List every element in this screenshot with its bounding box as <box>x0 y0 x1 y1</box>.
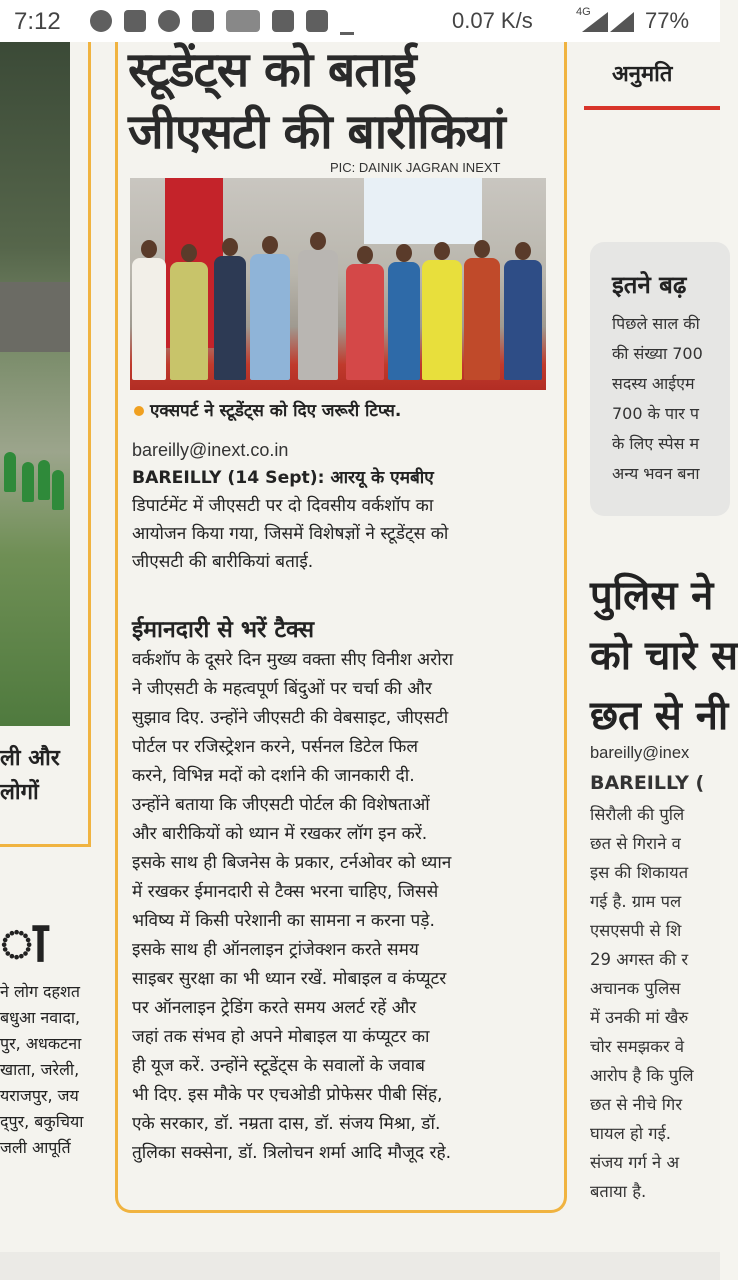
photo-person-head <box>515 242 531 260</box>
download-icon <box>340 10 354 35</box>
photo-person <box>504 260 542 380</box>
article-body-line: सुझाव दिए. उन्होंने जीएसटी की वेबसाइट, जीएसटी <box>132 708 449 728</box>
article-headline: जीएसटी की बारीकियां <box>128 104 505 160</box>
article-intro-line: जीएसटी की बारीकियां बताई. <box>132 552 314 572</box>
article-body-line: एके सरकार, डॉ. नम्रता दास, डॉ. संजय मिश्रा, डॉ. <box>132 1114 441 1134</box>
photo-person-head <box>141 240 157 258</box>
paytm-icon <box>306 10 328 32</box>
left-body-line: ने लोग दहशत <box>0 982 81 1001</box>
photo-person-head <box>396 244 412 262</box>
right-top-fragment: अनुमति <box>612 62 673 87</box>
left-body-line: खाता, जरेली, <box>0 1060 80 1079</box>
photo-person-head <box>222 238 238 256</box>
right-body-line: बताया है. <box>590 1182 647 1201</box>
right-headline: छत से नी <box>590 693 729 739</box>
right-body-line: छत से गिराने व <box>590 834 681 853</box>
photo-caption <box>134 398 401 421</box>
article-body-line: और बारीकियों को ध्यान में रखकर लॉग इन करें. <box>132 824 428 844</box>
photo-person <box>464 258 500 380</box>
article-body-line: तुलिका सक्सेना, डॉ. त्रिलोचन शर्मा आदि मौजूद रहे. <box>132 1143 452 1163</box>
mail-icon <box>272 10 294 32</box>
right-body-line: छत से नीचे गिर <box>590 1095 683 1114</box>
article-intro-line: BAREILLY (14 Sept): आरयू के एमबीए <box>132 468 434 488</box>
right-body-line: इस की शिकायत <box>590 863 689 882</box>
left-body-line: पुर, अधकटना <box>0 1034 82 1053</box>
photo-person <box>346 264 384 380</box>
article-body-line: वर्कशॉप के दूसरे दिन मुख्य वक्ता सीए विनीश अरोरा <box>132 650 454 670</box>
article-body-line: इसके साथ ही ऑनलाइन ट्रांजेक्शन करते समय <box>132 940 419 960</box>
right-body-line: 29 अगस्त की र <box>590 950 689 969</box>
battery-level: 77% <box>645 8 690 33</box>
photo-person <box>132 258 166 380</box>
photo-person-head <box>474 240 490 258</box>
photo-person-head <box>357 246 373 264</box>
article-body-line: ही यूज करें. उन्होंने स्टूडेंट्स के सवालों के जवाब <box>132 1056 425 1076</box>
right-box-title: इतने बढ़ <box>612 271 687 299</box>
right-box-line: के लिए स्पेस म <box>612 434 700 453</box>
right-body-line: एसएसपी से शि <box>590 921 682 940</box>
left-body-line: यराजपुर, जय <box>0 1086 79 1105</box>
ovo-icon <box>226 10 260 32</box>
article-email: bareilly@inext.co.in <box>132 440 289 460</box>
article-body-line: पर ऑनलाइन ट्रेडिंग करते समय अलर्ट रहें और <box>132 998 417 1018</box>
right-body-line: संजय गर्ग ने अ <box>590 1153 680 1172</box>
right-body-line: चोर समझकर वे <box>590 1037 685 1056</box>
photo-person-head <box>310 232 326 250</box>
article-body-line: जहां तक संभव हो अपने मोबाइल या कंप्यूटर का <box>132 1027 430 1047</box>
phone-icon <box>158 10 180 32</box>
left-body-line: बधुआ नवादा, <box>0 1008 81 1027</box>
right-box-line: अन्य भवन बना <box>612 464 700 483</box>
photo-person <box>422 260 462 380</box>
article-body-line: साइबर सुरक्षा का भी ध्यान रखें. मोबाइल व कंप्यूटर <box>132 969 447 989</box>
right-headline: पुलिस ने <box>590 573 714 619</box>
article-subheading: ईमानदारी से भरें टैक्स <box>132 617 314 643</box>
caption-bullet-icon <box>134 406 144 416</box>
article-body-line: में रखकर ईमानदारी से टैक्स भरना चाहिए, जिससे <box>132 882 439 902</box>
photo-person <box>250 254 290 380</box>
photo-person <box>214 256 246 380</box>
left-body-line: द्पुर, बकुचिया <box>0 1112 84 1131</box>
right-body-line: अचानक पुलिस <box>590 979 681 998</box>
right-headline: को चारे स <box>590 633 738 679</box>
article-body-line: इसके साथ ही बिजनेस के प्रकार, टर्नओवर को ध्यान <box>132 853 452 873</box>
right-body-line: आरोप है कि पुलि <box>590 1066 694 1085</box>
right-body-line: गई है. ग्राम पल <box>590 892 682 911</box>
photo-person-head <box>262 236 278 254</box>
article-intro-line: आयोजन किया गया, जिसमें विशेषज्ञों ने स्टूडेंट्स को <box>132 524 449 544</box>
photo-person <box>388 262 420 380</box>
network-speed: 0.07 K/s <box>452 8 533 33</box>
photo-person-head <box>434 242 450 260</box>
status-time: 7:12 <box>14 8 61 35</box>
article-body-line: भी दिए. इस मौके पर एचओडी प्रोफेसर पीबी सिंह, <box>132 1085 443 1105</box>
right-box-line: 700 के पार प <box>612 404 699 423</box>
article-body-line: करने, विभिन्न मदों को दर्शाने की जानकारी दी. <box>132 766 415 786</box>
article-headline: स्टूडेंट्स को बताई <box>128 42 416 98</box>
photo-person-head <box>181 244 197 262</box>
article-body-line: उन्होंने बताया कि जीएसटी पोर्टल की विशेषताओं <box>132 795 430 815</box>
right-body-line: घायल हो गई. <box>590 1124 671 1143</box>
photo-person <box>298 250 338 380</box>
wifi-signal-icon <box>580 10 610 34</box>
left-caption-line: लोगों <box>0 780 39 805</box>
mail-icon <box>192 10 214 32</box>
photo-credit: PIC: DAINIK JAGRAN INEXT <box>330 160 501 175</box>
page-bottom-strip <box>0 1252 720 1280</box>
article-body-line: भविष्य में किसी परेशानी का सामना न करना पड़े. <box>132 911 435 931</box>
article-photo <box>130 178 546 390</box>
left-headline-fragment: ा <box>0 910 48 975</box>
my-app-icon <box>124 10 146 32</box>
right-body-line: सिरौली की पुलि <box>590 805 685 824</box>
newspaper-page <box>0 42 738 1280</box>
article-body-line: पोर्टल पर रजिस्ट्रेशन करने, पर्सनल डिटेल फिल <box>132 737 419 757</box>
right-box-line: पिछले साल की <box>612 314 700 333</box>
left-article-frame <box>0 42 91 847</box>
photo-caption-text: एक्सपर्ट ने स्टूडेंट्स को दिए जरूरी टिप्स. <box>150 401 402 421</box>
photo-person <box>170 262 208 380</box>
right-box-line: सदस्य आईएम <box>612 374 695 393</box>
right-body-line: BAREILLY ( <box>590 772 705 794</box>
photo-projector-screen <box>364 178 482 244</box>
right-email: bareilly@inex <box>590 744 690 762</box>
right-box-line: की संख्या 700 <box>612 344 703 363</box>
left-caption-line: ली और <box>0 746 60 771</box>
article-body-line: ने जीएसटी के महत्वपूर्ण बिंदुओं पर चर्चा की और <box>132 679 432 699</box>
right-body-line: में उनकी मां खैरु <box>590 1008 689 1027</box>
cell-signal-icon <box>608 10 636 34</box>
message-icon <box>90 10 112 32</box>
left-body-line: जली आपूर्ति <box>0 1138 71 1157</box>
right-divider-rule <box>584 106 720 110</box>
article-intro-line: डिपार्टमेंट में जीएसटी पर दो दिवसीय वर्कशॉप का <box>132 496 434 516</box>
network-type: 4G <box>576 6 591 18</box>
